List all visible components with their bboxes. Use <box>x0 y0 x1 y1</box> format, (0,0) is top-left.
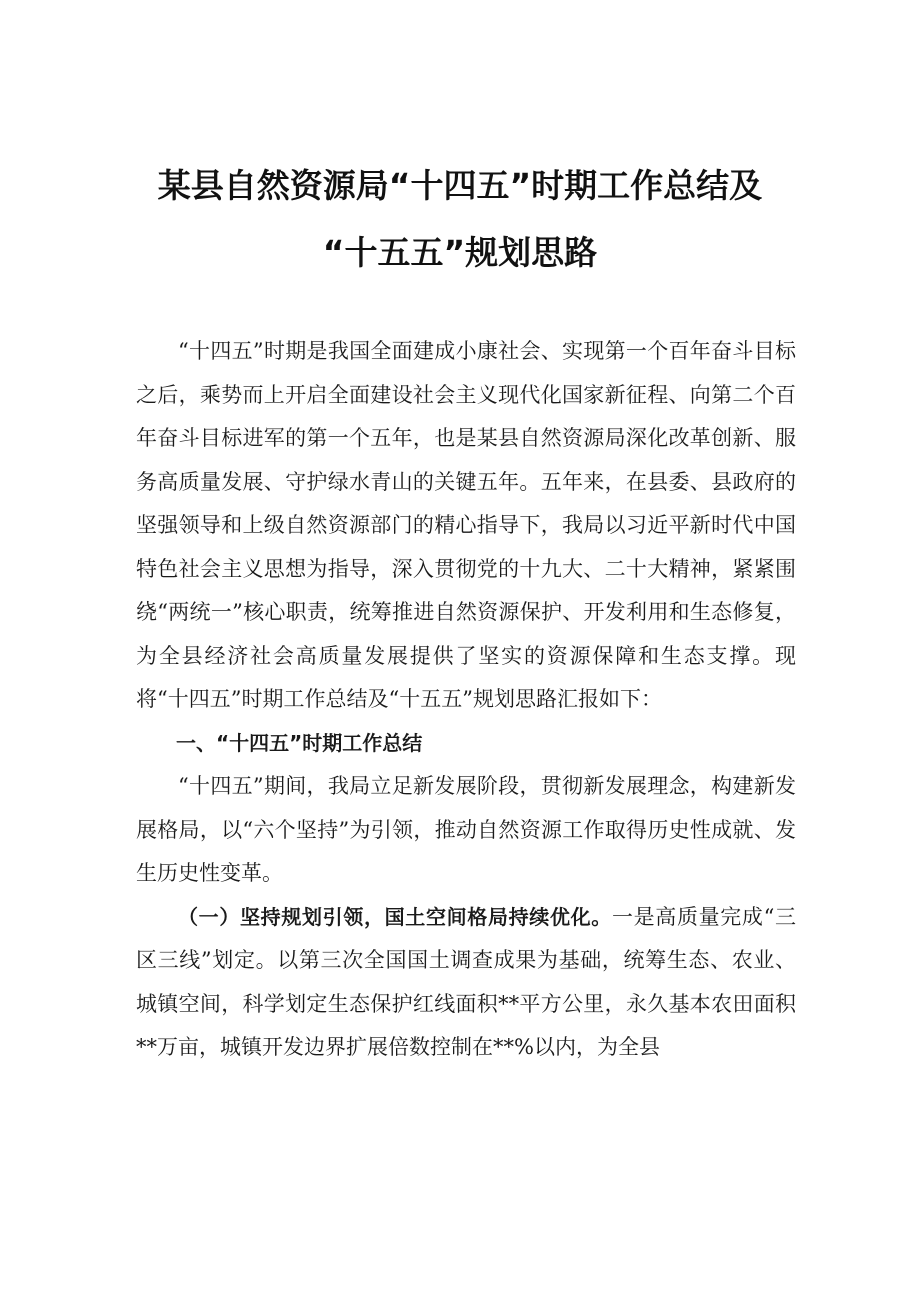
intro-paragraph: “十四五”时期是我国全面建成小康社会、实现第一个百年奋斗目标之后，乘势而上开启全面建设社会主义现代化国家新征程、向第二个百年奋斗目标进军的第一个五年，也是某县自然资源局深化改革创新、服务高质量发展、守护绿水青山的关键五年。五年来，在县委、县政府的坚强领导和上级自然资源部门的精心指导下，我局以习近平新时代中国特色社会主义思想为指导，深入贯彻党的十九大、二十大精神，紧紧围绕“两统一”核心职责，统筹推进自然资源保护、开发利用和生态修复，为全县经济社会高质量发展提供了坚实的资源保障和生态支撑。现将“十四五”时期工作总结及“十五五”规划思路汇报如下： <box>136 339 796 711</box>
section-1-paragraph: “十四五”期间，我局立足新发展阶段，贯彻新发展理念，构建新发展格局，以“六个坚持”为引领，推动自然资源工作取得历史性成就、发生历史性变革。 <box>136 774 796 885</box>
document-title-line-1: 某县自然资源局“十四五”时期工作总结及 <box>157 166 763 205</box>
section-1-heading: 一、“十四五”时期工作总结 <box>176 730 423 755</box>
document-body <box>136 330 796 1070</box>
subsection-1-lead: （一）坚持规划引领，国土空间格局持续优化。 <box>178 904 612 929</box>
subsection-1-text: 一是高质量完成“三区三线”划定。以第三次全国国土调查成果为基础，统筹生态、农业、城镇空间，科学划定生态保护红线面积**平方公里，永久基本农田面积**万亩，城镇开发边界扩展倍数控制在**%以内，为全县 <box>136 904 796 1059</box>
subsection-1-paragraph <box>136 896 796 1070</box>
document-title-line-2: “十五五”规划思路 <box>322 233 598 272</box>
